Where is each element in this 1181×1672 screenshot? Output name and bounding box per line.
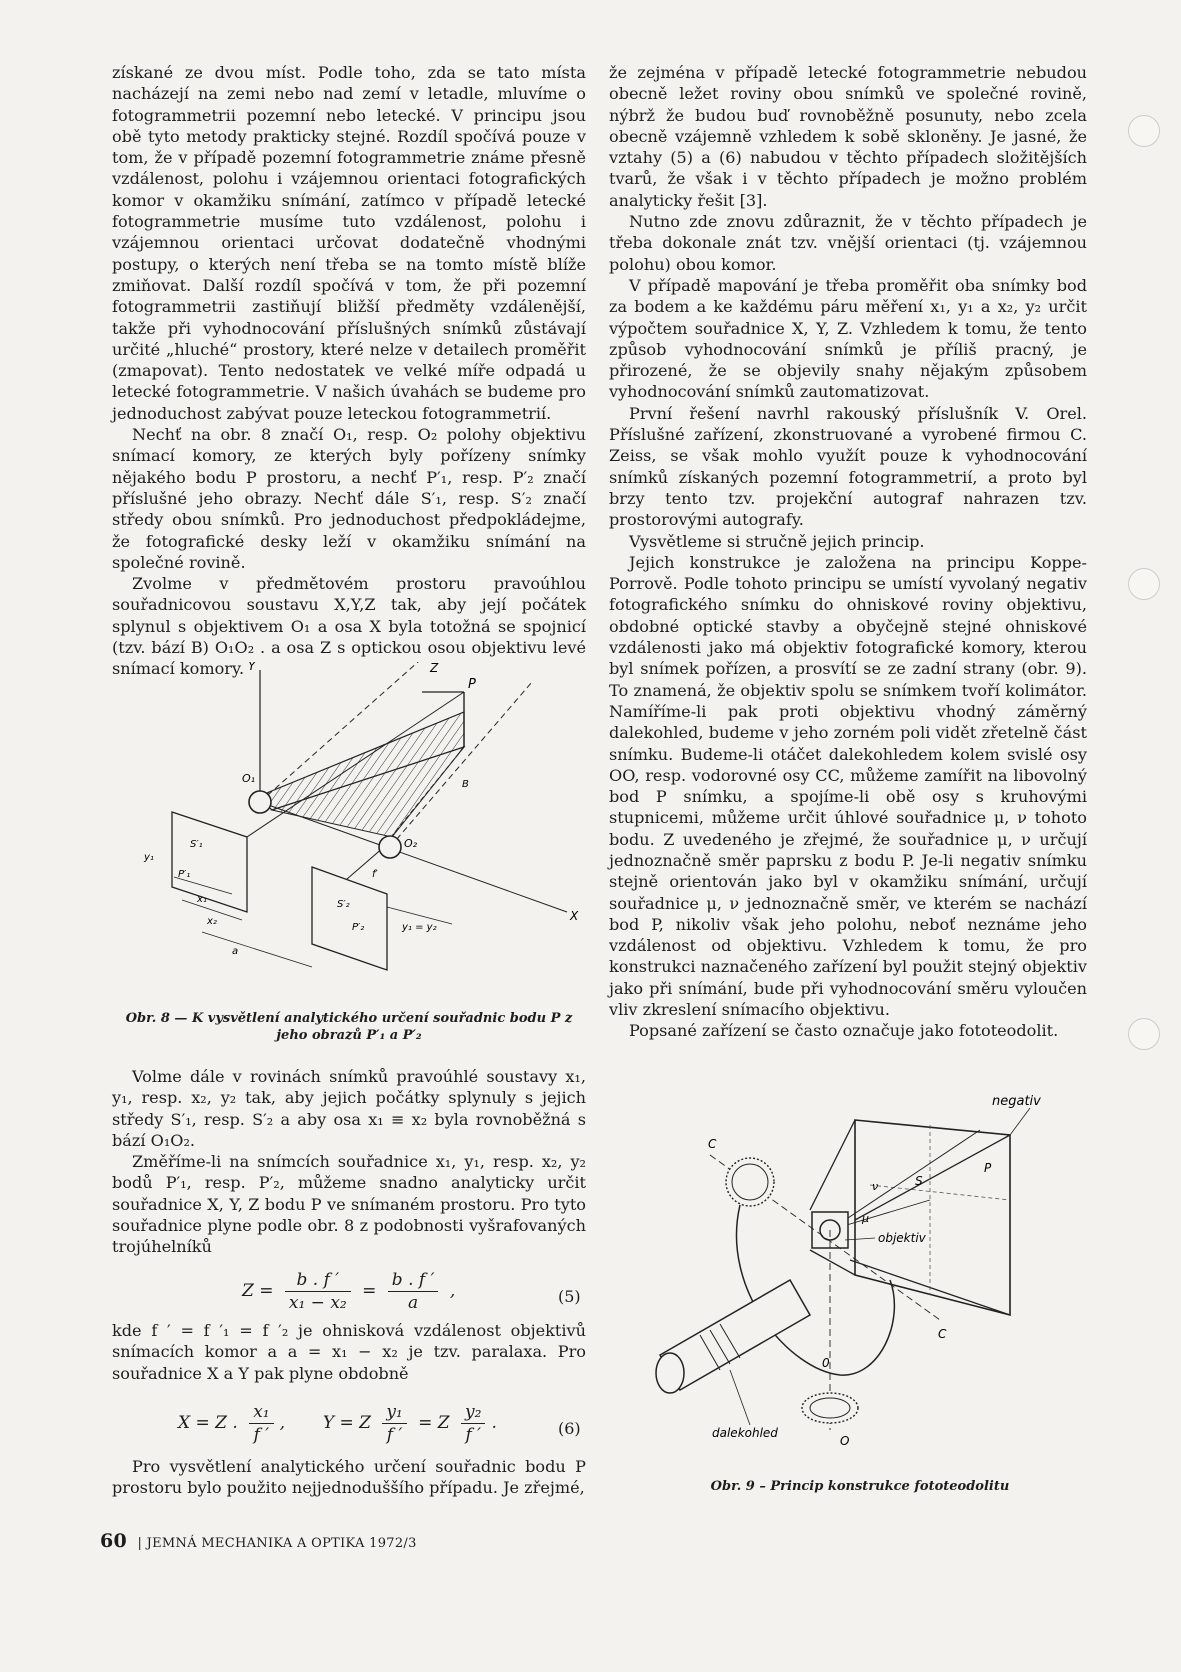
- eq6-frac1: $\frac{\text{x₁}}{f '}$: [249, 1402, 273, 1445]
- negativ-plate: [855, 1120, 1010, 1315]
- eq6-frac3: $\frac{\text{y₂}}{f '}$: [461, 1402, 485, 1445]
- label-o1: O₁: [242, 772, 256, 785]
- equation-6-label: (6): [558, 1419, 581, 1438]
- label-c2: C: [938, 1327, 947, 1341]
- paragraph: V případě mapování je třeba proměřit oba snímky bod za bodem a ke každému páru měření x₁, y₁ a x₂, y₂ určit výpočtem souřadnice X, Y, Z. Vzhledem k tomu, že tento způsob vyhodnocování snímků je příliš pracný, je přirozené, že se objevily snahy nějakým způsobem vyhodnocování snímků zautomatizovat.: [609, 275, 1087, 402]
- paragraph: Nechť na obr. 8 značí O₁, resp. O₂ polohy objektivu snímací komory, ze kterých byly pořízeny snímky nějakého bodu P prostoru, a nechť P′₁, resp. P′₂ značí příslušné jeho obrazy. Nechť dále S′₁, resp. S′₂ značí středy obou snímků. Pro jednoduchost předpokládejme, že fotografické desky leží v okamžiku snímání na společné rovině.: [112, 425, 586, 572]
- paragraph: Nutno zde znovu zdůraznit, že v těchto případech je třeba dokonale znát tzv. vnější orientaci (tj. vzájemnou polohu) obou komor.: [609, 212, 1087, 274]
- text-after-eq6: [112, 1456, 586, 1499]
- left-column: [112, 62, 586, 680]
- left-column-lower: [112, 1066, 586, 1258]
- paragraph: Popsané zařízení se často označuje jako fototeodolit.: [629, 1021, 1059, 1041]
- label-f: f′: [372, 869, 378, 880]
- dalekohled-tube: [656, 1280, 810, 1393]
- label-mu: μ: [862, 1212, 869, 1225]
- eq5-frac2: $\frac{b . f '}{a}$: [388, 1270, 439, 1313]
- paragraph: Jejich konstrukce je založena na principu Koppe-Porrově. Podle tohoto principu se umístí vyvolaný negativ fotografického snímku do ohniskové roviny objektivu, obdobné optické stavby a obyčejně stejné ohniskové vzdálenosti jako má objektiv fotografické komory, kterou byl snímek pořízen, a prosvítí se ze zadní strany (obr. 9). To znamená, že objektiv spolu se snímkem tvoří kolimátor. Namíříme-li pak proti objektivu vhodný záměrný dalekohled, budeme v jeho zorném poli vidět zřetelně část snímku. Budeme-li otáčet dalekohledem kolem svislé osy OO, resp. vodorovné osy CC, můžeme zamířit na libovolný bod P snímku, a spojíme-li obě osy s kruhovými stupnicemi, můžeme určit úhlové souřadnice μ, ν tohoto bodu. Z uvedeného je zřejmé, že souřadnice μ, ν určují jednoznačně směr paprsku z bodu P. Je-li negativ snímku stejně orientován jako byl v okamžiku snímání, určují souřadnice μ, ν jednoznačně směr, ve kterém se nachází bod P, nikoliv však jeho polohu, neboť neznáme jeho vzdálenost od objektivu. Vzhledem k tomu, že pro konstrukci naznačeného zařízení byl použit stejný objektiv jako při snímání, bude při vyhodnocování směru vyloučen vliv zkreslení snímacího objektivu.: [609, 552, 1087, 1020]
- paragraph: Volme dále v rovinách snímků pravoúhlé soustavy x₁, y₁, resp. x₂, y₂ tak, aby jejich počátky splynuly s jejich středy S′₁, resp. S′₂ a aby osa x₁ ≡ x₂ byla rovnoběžná s bází O₁O₂.: [112, 1067, 586, 1150]
- paragraph: Změříme-li na snímcích souřadnice x₁, y₁, resp. x₂, y₂ bodů P′₁, resp. P′₂, můžeme snadno analyticky určit souřadnice X, Y, Z bodu P ve snímaném prostoru. Pro tyto souřadnice plyne podle obr. 8 z podobnosti vyšrafovaných trojúhelníků: [112, 1152, 586, 1257]
- label-x1: x₁: [197, 894, 207, 905]
- label-x: X: [570, 909, 579, 923]
- label-x2: x₂: [207, 916, 217, 927]
- label-s1: S′₁: [190, 839, 203, 850]
- paragraph: Pro vysvětlení analytického určení souřadnic bodu P prostoru bylo použito nejjednoduššího případu. Je zřejmé,: [112, 1457, 586, 1498]
- paragraph: Zvolme v předmětovém prostoru pravoúhlou souřadnicovou soustavu X,Y,Z tak, aby její počátek splynul s objektivem O₁ a osa X byla totožná se spojnicí (tzv. bází B) O₁O₂ . a osa Z s optickou osou objektivu levé snímací komory.: [112, 574, 586, 679]
- right-image-plate: [312, 867, 387, 970]
- label-objektiv: objektiv: [878, 1231, 926, 1245]
- label-dalekohled: dalekohled: [712, 1426, 778, 1440]
- punch-hole-top: [1128, 115, 1160, 147]
- label-o1: 0: [822, 1356, 830, 1370]
- right-column: [609, 62, 1087, 1042]
- label-nu: ν: [872, 1180, 879, 1193]
- footer-separator: |: [137, 1536, 143, 1551]
- page-number: 60: [100, 1530, 128, 1552]
- eq5-lhs: Z =: [242, 1281, 274, 1301]
- left-image-plate: [172, 812, 247, 912]
- label-o2: O₂: [404, 837, 418, 850]
- label-a: a: [232, 946, 239, 957]
- label-z: Z: [430, 662, 439, 675]
- paragraph: Vysvětleme si stručně jejich princip.: [629, 531, 925, 551]
- punch-hole-middle: [1128, 568, 1160, 600]
- punch-hole-bottom: [1128, 1018, 1160, 1050]
- label-p: P: [984, 1161, 992, 1175]
- dim-a: [202, 932, 312, 967]
- label-b: B: [462, 779, 469, 790]
- page-footer: [100, 1530, 417, 1552]
- label-p2: P′₂: [352, 922, 365, 933]
- lens-o1: [249, 791, 271, 813]
- label-y1: y₁: [144, 852, 154, 863]
- paragraph: První řešení navrhl rakouský příslušník V. Orel. Příslušné zařízení, zkonstruované a vyrobené firmou C. Zeiss, se však mohlo využít pouze k vyhodnocování snímků získaných pozemní fotogrammetrií, a proto byl brzy tento tzv. projekční autograf nahrazen tzv. prostorovými autografy.: [609, 403, 1087, 530]
- figure-8-caption: Obr. 8 — K vysvětlení analytického určení souřadnic bodu P z jeho obrazů P′₁ a P′₂: [125, 1011, 573, 1043]
- label-s2: S′₂: [337, 899, 350, 910]
- equation-6: X = Z . $\frac{\text{x₁}}{f '}$ , Y = Z $\frac{\text{y₁}}{f '}$ = Z $\frac{\text{y₂}}{f '}$ .: [178, 1402, 497, 1445]
- label-s: S: [915, 1174, 923, 1188]
- journal-name: JEMNÁ MECHANIKA A OPTIKA 1972/3: [146, 1536, 417, 1551]
- axis-x: [260, 802, 567, 912]
- label-yeq: y₁ = y₂: [402, 922, 437, 933]
- label-p1: P′₁: [178, 869, 191, 880]
- horizontal-scale: [726, 1158, 774, 1206]
- label-c1: C: [708, 1137, 717, 1151]
- label-y: Y: [248, 662, 256, 673]
- figure-9-caption: Obr. 9 – Princip konstrukce fototeodolitu: [710, 1479, 1010, 1494]
- lens-o2: [379, 836, 401, 858]
- label-o2: O: [840, 1434, 850, 1448]
- equation-5-label: (5): [558, 1287, 581, 1306]
- paragraph: že zejména v případě letecké fotogrammetrie nebudou obecně ležet roviny obou snímků ve společné rovině, nýbrž že budou buď rovnoběžně posunuty, nebo zcela obecně vzájemně vzhledem k sobě skloněny. Je jasné, že vztahy (5) a (6) nabudou v těchto případech složitějších tvarů, že však i v těchto případech je možno problém analyticky řešit [3].: [609, 63, 1087, 210]
- label-p: P: [468, 677, 476, 692]
- eq5-frac1: $\frac{b . f '}{\text{x₁ − x₂}}$: [285, 1270, 351, 1313]
- paragraph: kde f ′ = f ′₁ = f ′₂ je ohnisková vzdálenost objektivů snímacích komor a a = x₁ − x₂ je tzv. paralaxa. Pro souřadnice X a Y pak plyne obdobně: [112, 1321, 586, 1383]
- label-negativ: negativ: [992, 1094, 1041, 1109]
- equation-5: Z = $\frac{b . f '}{\text{x₁ − x₂}}$ = $\frac{b . f '}{a}$ ,: [242, 1270, 456, 1313]
- eq6-frac2: $\frac{\text{y₁}}{f '}$: [382, 1402, 406, 1445]
- text-after-eq5: [112, 1320, 586, 1384]
- figure-8-diagram: [112, 662, 590, 1002]
- figure-9-diagram: [640, 1090, 1080, 1475]
- paragraph: získané ze dvou míst. Podle toho, zda se tato místa nacházejí na zemi nebo nad zemí v letadle, mluvíme o fotogrammetrii pozemní nebo letecké. V principu jsou obě tyto metody prakticky stejné. Rozdíl spočívá pouze v tom, že v případě pozemní fotogrammetrie známe přesně vzdálenost, polohu i vzájemnou orientaci fotografických komor v okamžiku snímání, zatímco v případě letecké fotogrammetrie musíme tuto vzdálenost, polohu i vzájemnou orientaci určovat dodatečně vhodnými postupy, o kterých není třeba se na tomto místě blíže zmiňovat. Další rozdíl spočívá v tom, že při pozemní fotogrammetrii zastiňují bližší předměty vzdálenější, takže při vyhodnocování příslušných snímků zůstávají určité „hluché“ prostory, které nelze v detailech proměřit (zmapovat). Tento nedostatek ve velké míře odpadá u letecké fotogrammetrie. V našich úvahách se budeme pro jednoduchost zabývat pouze leteckou fotogrammetrií.: [112, 63, 586, 423]
